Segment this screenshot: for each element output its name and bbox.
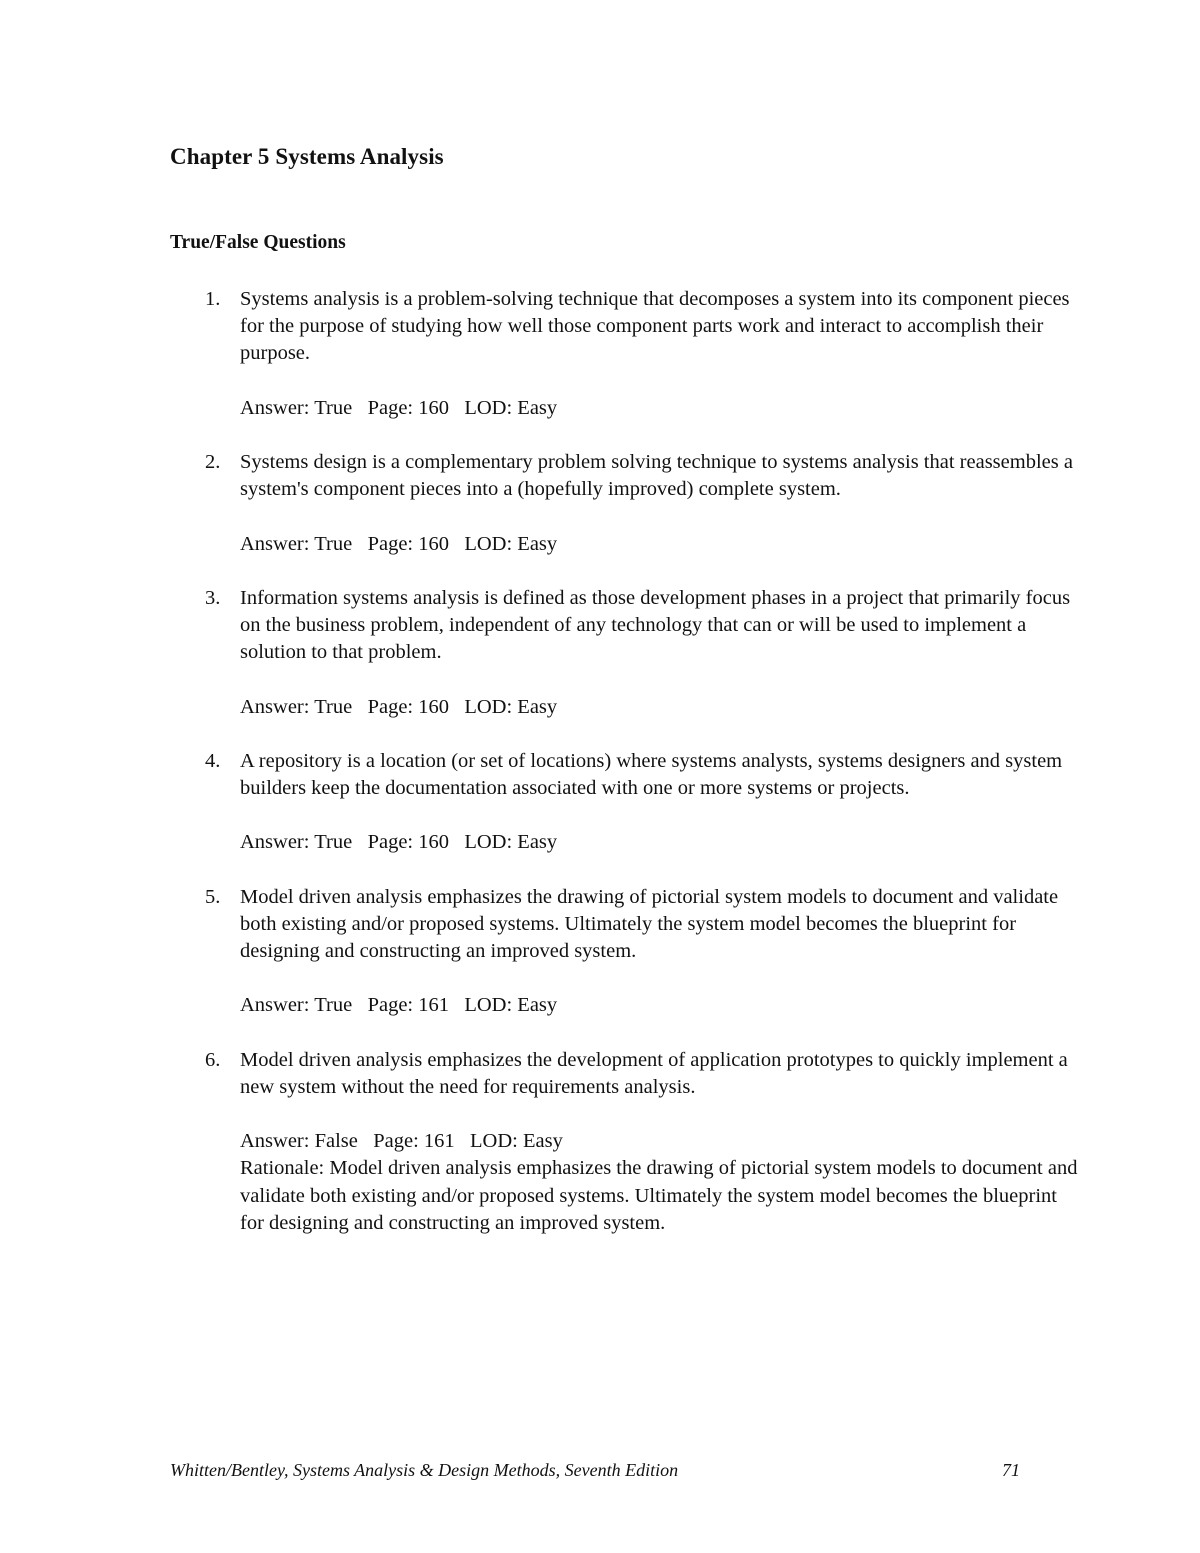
answer-line: Answer: True Page: 160 LOD: Easy [240,396,558,419]
page-number: 71 [1002,1460,1020,1480]
section-title: True/False Questions [170,232,346,253]
question-item [200,449,1080,558]
question-item [200,585,1080,721]
question-number: 4. [205,749,221,772]
chapter-title: Chapter 5 Systems Analysis [170,144,444,169]
answer-line: Answer: True Page: 160 LOD: Easy [240,695,558,718]
question-text: Systems design is a complementary problem solving technique to systems analysis that reassembles a system's component pieces into a (hopefully improved) complete system. [240,451,1073,501]
question-item [200,1047,1080,1237]
question-text: Model driven analysis emphasizes the development of application prototypes to quickly implement a new system without the need for requirements analysis. [240,1048,1068,1098]
question-item [200,748,1080,857]
rationale-text: Rationale: Model driven analysis emphasizes the drawing of pictorial system models to document and validate both existing and/or proposed systems. Ultimately the system model becomes the blueprint for designing and constructing an improved system. [240,1157,1078,1234]
question-number: 2. [205,451,221,473]
question-number: 3. [205,586,221,609]
footer-source: Whitten/Bentley, Systems Analysis & Design Methods, Seventh Edition [170,1460,679,1480]
question-text: A repository is a location (or set of locations) where systems analysts, systems designers and system builders keep the documentation associated with one or more systems or projects. [240,749,1063,799]
question-number: 6. [205,1048,221,1071]
question-text: Model driven analysis emphasizes the drawing of pictorial system models to document and validate both existing and/or proposed systems. Ultimately the system model becomes the blueprint for designing and constructing an improved system. [240,885,1059,962]
answer-line: Answer: True Page: 160 LOD: Easy [240,532,558,555]
question-item [200,884,1080,1020]
question-text: Systems analysis is a problem-solving technique that decomposes a system into its component pieces for the purpose of studying how well those component parts work and interact to accomplish their purpose. [240,288,1070,365]
answer-line: Answer: True Page: 160 LOD: Easy [240,831,558,854]
answer-line: Answer: False Page: 161 LOD: Easy [240,1130,563,1153]
question-list [200,286,1080,1264]
answer-line: Answer: True Page: 161 LOD: Easy [240,994,558,1017]
question-text: Information systems analysis is defined as those development phases in a project that primarily focus on the business problem, independent of any technology that can or will be used to implement a solution to that problem. [240,586,1071,664]
question-item [200,286,1080,422]
question-number: 5. [205,885,221,908]
question-number: 1. [205,288,221,310]
